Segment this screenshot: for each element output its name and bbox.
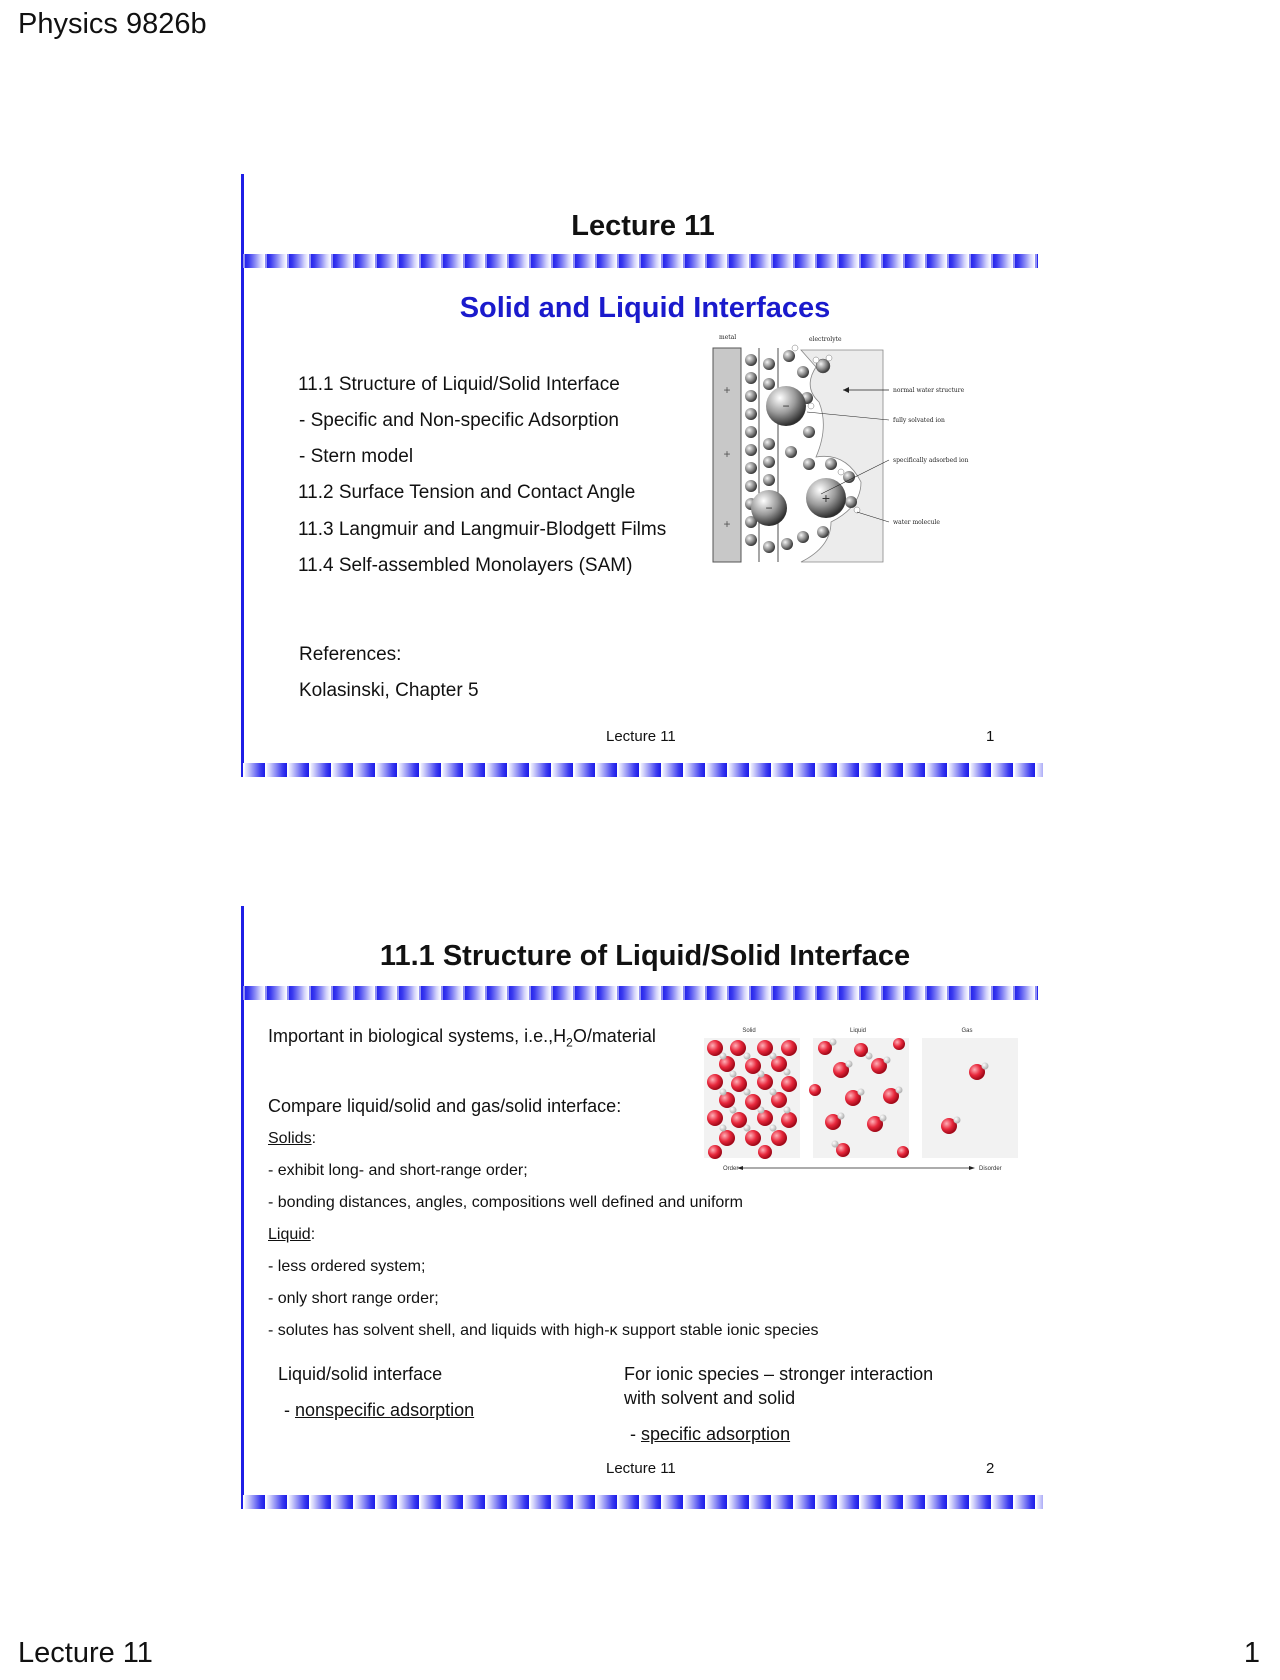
page-header: Physics 9826b [18, 8, 207, 40]
axis-label-disorder: Disorder [979, 1166, 1002, 1172]
svg-text:−: − [765, 501, 773, 515]
outline-item: - Stern model [299, 446, 414, 467]
compare-text: Compare liquid/solid and gas/solid interface: [268, 1096, 622, 1116]
title-divider-bar [243, 254, 1038, 268]
outline-item: 11.4 Self-assembled Monolayers (SAM) [298, 555, 633, 576]
liquid-point: - less ordered system; [268, 1258, 426, 1275]
outline-item: 11.1 Structure of Liquid/Solid Interface [298, 374, 620, 395]
solids-point: - exhibit long- and short-range order; [268, 1162, 528, 1179]
svg-text:+: + [723, 383, 731, 397]
phase-figure [703, 1026, 1021, 1174]
liquid-point: - solutes has solvent shell, and liquids with high-κ support stable ionic species [268, 1322, 819, 1339]
panel-label-liquid: Liquid [849, 1028, 867, 1034]
slide-title: Lecture 11 [571, 210, 715, 242]
slide-1 [241, 174, 1045, 777]
outline-item: 11.2 Surface Tension and Contact Angle [298, 482, 636, 503]
svg-text:+: + [723, 447, 731, 461]
slide-title: 11.1 Structure of Liquid/Solid Interface [379, 940, 911, 972]
right-column-title: with solvent and solid [624, 1388, 796, 1408]
annotation: normal water structure [893, 387, 965, 394]
intro-text: Important in biological systems, $i.e.,H_2O$/material [268, 1026, 656, 1050]
reference-item: Kolasinski, Chapter 5 [299, 680, 479, 701]
title-divider-bar [243, 986, 1038, 1000]
svg-text:+: + [723, 517, 731, 531]
svg-text:−: − [782, 399, 790, 413]
gas-panel [922, 1038, 1018, 1158]
axis-label-order: Order [723, 1166, 739, 1172]
solids-heading: Solids: [268, 1130, 317, 1147]
interface-figure [711, 332, 1001, 572]
references-label: References: [299, 644, 402, 665]
footer-divider-bar [243, 763, 1043, 777]
left-column-title: Liquid/solid interface [278, 1364, 443, 1384]
slide-footer-title: Lecture 11 [606, 1460, 676, 1477]
slide-page-number: 1 [986, 728, 995, 745]
panel-label-gas: Gas [961, 1028, 973, 1034]
figure-label-metal: metal [719, 334, 737, 341]
slide-subtitle: Solid and Liquid Interfaces [459, 292, 831, 324]
svg-text:+: + [821, 490, 831, 506]
figure-label-electrolyte: electrolyte [809, 336, 842, 343]
liquid-point: - only short range order; [268, 1290, 439, 1307]
page-number: 1 [1243, 1637, 1260, 1669]
slide-page-number: 2 [986, 1460, 995, 1477]
panel-label-solid: Solid [742, 1028, 756, 1034]
solids-point: - bonding distances, angles, compositions well defined and uniform [268, 1194, 743, 1211]
annotation: water molecule [893, 519, 940, 526]
outline-item: 11.3 Langmuir and Langmuir-Blodgett Films [298, 519, 667, 540]
page-footer-label: Lecture 11 [18, 1637, 153, 1669]
right-column-title: For ionic species – stronger interaction [624, 1364, 934, 1384]
slide-2 [241, 906, 1045, 1509]
right-column-item: - specific adsorption [630, 1424, 791, 1444]
liquid-heading: Liquid: [268, 1226, 316, 1243]
slide-footer-title: Lecture 11 [606, 728, 676, 745]
outline-item: - Specific and Non-specific Adsorption [299, 410, 619, 431]
annotation: fully solvated ion [893, 417, 945, 424]
footer-divider-bar [243, 1495, 1043, 1509]
electrolyte-region [801, 350, 883, 562]
annotation: specifically adsorbed ion [893, 457, 969, 464]
left-column-item: - nonspecific adsorption [284, 1400, 475, 1420]
